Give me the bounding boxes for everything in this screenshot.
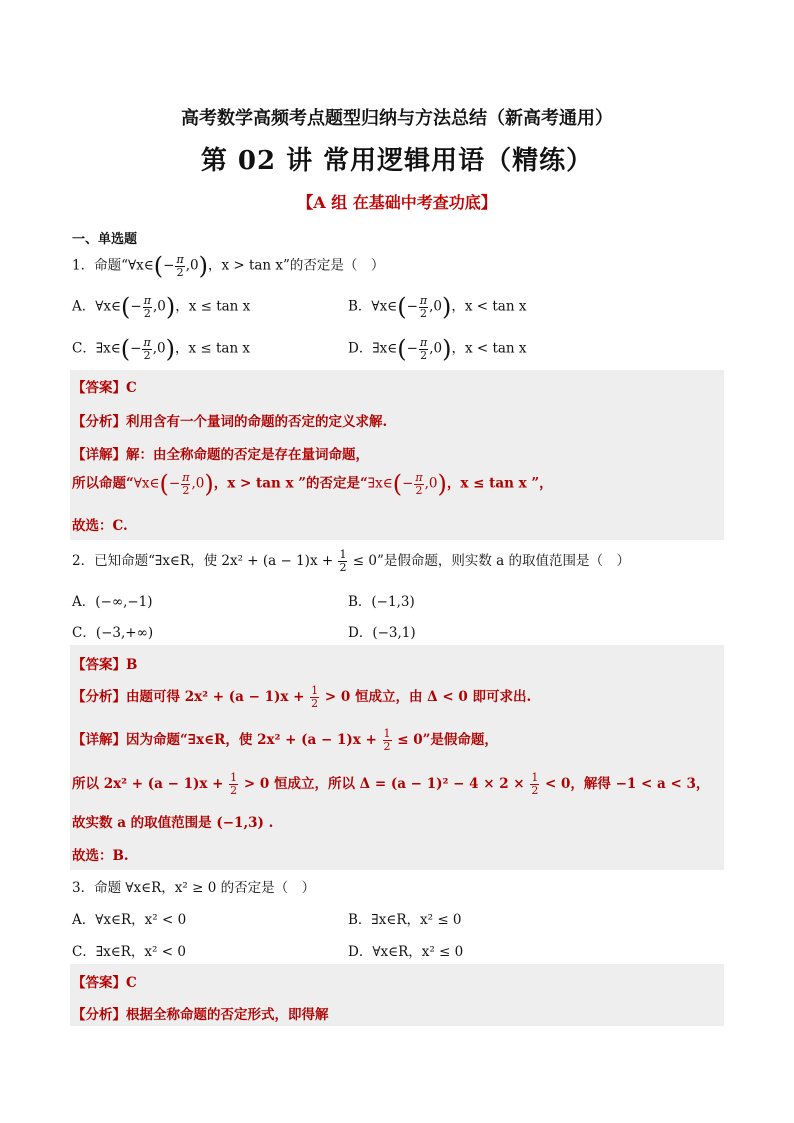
q1-answer: 【答案】C: [72, 380, 137, 396]
detail-mid: ，x > tan x ”的否定是“: [213, 475, 368, 492]
option-tail: ，x ≤ tan x: [175, 298, 251, 315]
detail-rparen-2: ): [437, 470, 447, 498]
frac-den: 2: [383, 740, 391, 753]
option-interval-tail: ,0: [152, 298, 166, 315]
frac-num: 1: [383, 727, 391, 740]
option-lparen: (: [121, 293, 131, 321]
frac-den: 2: [143, 306, 151, 320]
detail-pre: 所以命题“: [72, 475, 134, 492]
q2-option-a[interactable]: A．(−∞,−1): [72, 594, 153, 610]
option-label: A．: [72, 298, 96, 315]
q2-choose: 故选：B.: [72, 848, 129, 864]
document-title: 第 02 讲 常用逻辑用语（精练）: [200, 146, 594, 176]
q1-choose: 故选：C.: [72, 518, 128, 534]
q3-option-c[interactable]: C．∃x∈R，x² < 0: [72, 944, 186, 960]
detail-quantifier-2: ∃x∈: [367, 475, 393, 492]
detail-lparen: (: [159, 470, 169, 498]
frac-num: π: [419, 293, 428, 307]
group-heading: 【A 组 在基础中考查功底】: [297, 193, 497, 212]
q3-analysis: 【分析】根据全称命题的否定形式，即得解: [72, 1007, 329, 1023]
option-label: D．: [348, 340, 373, 357]
option-rparen: ): [165, 335, 175, 363]
question-3-stem: 3．命题 ∀x∈R，x² ≥ 0 的否定是（ ）: [72, 880, 316, 896]
detail-pre: 【详解】因为命题“∃x∈R，使 2x² + (a − 1)x +: [72, 732, 382, 748]
q2-half: [338, 549, 347, 574]
q1-pi-over-2: [175, 254, 184, 279]
option-quantifier: ∀x∈: [371, 298, 398, 315]
frac-num: 1: [531, 771, 539, 784]
frac-num: 1: [311, 684, 319, 697]
option-rparen: ): [442, 293, 452, 321]
q2-stem-pre: 2．已知命题“∃x∈R，使 2x² + (a − 1)x +: [72, 553, 338, 569]
question-2-stem: [72, 549, 630, 574]
frac-num: 1: [339, 548, 347, 561]
option-tail: ，x < tan x: [451, 298, 527, 315]
q2-detail-line2: [72, 772, 709, 797]
option-rparen: ): [442, 335, 452, 363]
frac-den: 2: [415, 483, 423, 497]
detail-half: [229, 772, 238, 797]
analysis-half: [310, 685, 319, 710]
detail-rparen: ): [204, 470, 214, 498]
detail-pre: 所以 2x² + (a − 1)x +: [72, 776, 229, 792]
frac-den: 2: [531, 784, 539, 797]
detail-post: ，x ≤ tan x ”，: [446, 475, 553, 492]
detail-quantifier: ∀x∈: [133, 475, 160, 492]
q1-stem-pre: 1．命题“: [72, 257, 128, 274]
q2-option-b[interactable]: B．(−1,3): [348, 594, 415, 610]
q2-option-c[interactable]: C．(−3,+∞): [72, 625, 154, 641]
frac-den: 2: [311, 697, 319, 710]
q2-answer: 【答案】B: [72, 657, 138, 673]
option-fraction: [142, 337, 151, 362]
analysis-pre: 【分析】由题可得 2x² + (a − 1)x +: [72, 689, 310, 705]
q1-detail-line1: 【详解】解：由全称命题的否定是存在量词命题，: [72, 447, 369, 463]
q3-answer: 【答案】C: [72, 975, 137, 991]
q1-analysis: 【分析】利用含有一个量词的命题的否定的定义求解.: [72, 414, 388, 430]
detail-fraction: [181, 472, 190, 497]
q3-option-b[interactable]: B．∃x∈R，x² ≤ 0: [348, 912, 462, 928]
option-interval-tail: ,0: [429, 340, 443, 357]
frac-den: 2: [182, 483, 190, 497]
frac-num: π: [143, 335, 151, 349]
q2-stem-post: ≤ 0”是假命题，则实数 a 的取值范围是（ ）: [348, 553, 630, 569]
option-label: B．: [348, 298, 372, 315]
document-subtitle: 高考数学高频考点题型归纳与方法总结（新高考通用）: [181, 108, 613, 129]
detail-post: ≤ 0”是假命题，: [392, 732, 498, 748]
q1-option-b[interactable]: [348, 293, 526, 321]
q3-option-d[interactable]: D．∀x∈R，x² ≤ 0: [348, 944, 464, 960]
option-minus: −: [406, 298, 418, 315]
frac-den: 2: [230, 784, 238, 797]
option-lparen: (: [397, 293, 407, 321]
detail-post: < 0，解得 −1 < a < 3，: [540, 776, 710, 792]
frac-den: 2: [420, 348, 428, 362]
analysis-post: > 0 恒成立，由 Δ < 0 即可求出.: [320, 689, 532, 705]
q1-stem-post: ，x > tan x”的否定是（ ）: [207, 257, 385, 274]
q2-detail-line1: [72, 728, 498, 753]
option-quantifier: ∀x∈: [95, 298, 122, 315]
option-minus: −: [406, 340, 418, 357]
frac-den: 2: [419, 306, 427, 320]
detail-interval-tail: ,0: [191, 475, 205, 492]
q1-option-c[interactable]: [72, 335, 250, 363]
option-lparen: (: [397, 335, 407, 363]
option-fraction: [419, 295, 428, 320]
option-label: C．: [72, 340, 96, 357]
frac-den: 2: [339, 561, 347, 574]
detail-half-2: [530, 772, 539, 797]
frac-num: π: [143, 293, 151, 307]
frac-num: π: [176, 252, 184, 266]
q1-interval-tail: ,0: [185, 257, 199, 274]
q3-option-a[interactable]: A．∀x∈R，x² < 0: [72, 912, 187, 928]
detail-lparen-2: (: [392, 470, 403, 498]
option-fraction: [143, 295, 152, 320]
frac-num: 1: [230, 771, 238, 784]
q2-option-d[interactable]: D．(−3,1): [348, 625, 416, 641]
option-tail: ，x ≤ tan x: [174, 340, 251, 357]
q1-option-d[interactable]: [348, 335, 527, 363]
frac-den: 2: [176, 265, 184, 279]
question-1-stem: [72, 252, 384, 280]
option-minus: −: [130, 340, 142, 357]
option-quantifier: ∃x∈: [372, 340, 398, 357]
option-rparen: ): [165, 293, 176, 321]
option-interval-tail: ,0: [429, 298, 442, 315]
option-quantifier: ∃x∈: [95, 340, 121, 357]
option-lparen: (: [120, 335, 131, 363]
section-heading: 一、单选题: [72, 232, 138, 247]
q1-minus: −: [163, 257, 175, 274]
frac-num: π: [419, 335, 428, 349]
q2-detail-line3: 故实数 a 的取值范围是 (−1,3) .: [72, 815, 274, 831]
detail-mid: > 0 恒成立，所以 Δ = (a − 1)² − 4 × 2 ×: [239, 776, 530, 792]
option-tail: ，x < tan x: [451, 340, 527, 357]
detail-fraction-2: [414, 472, 423, 497]
q2-analysis: [72, 685, 531, 710]
frac-den: 2: [143, 348, 151, 362]
q1-option-a[interactable]: [72, 293, 250, 321]
detail-minus-2: −: [402, 475, 414, 492]
detail-minus: −: [168, 475, 181, 492]
q1-detail-line2: [72, 470, 553, 498]
option-interval-tail: ,0: [152, 340, 166, 357]
q2-solution-box: [70, 645, 724, 870]
frac-num: π: [415, 470, 423, 484]
detail-half: [383, 728, 392, 753]
option-minus: −: [130, 298, 142, 315]
frac-num: π: [182, 470, 190, 484]
q1-rparen: ): [198, 252, 208, 280]
q1-lparen: (: [153, 252, 164, 280]
q1-quantifier: ∀x∈: [128, 257, 154, 274]
detail-interval-tail-2: ,0: [424, 475, 438, 492]
option-fraction: [419, 337, 428, 362]
